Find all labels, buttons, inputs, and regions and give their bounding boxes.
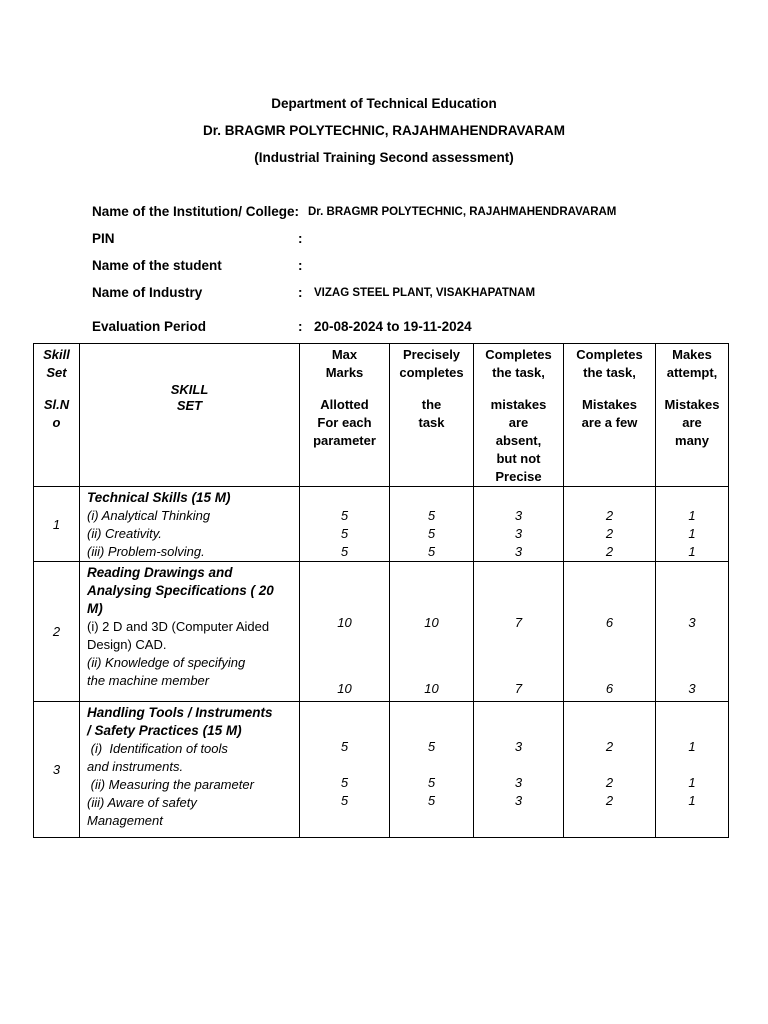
skill-heading: M): [87, 601, 103, 616]
mistakes-few-cell: 6 6: [564, 562, 656, 702]
skill-item: (i) 2 D and 3D (Computer Aided: [87, 619, 270, 634]
precise-cell: 10 10: [390, 562, 474, 702]
row-number: 3: [34, 702, 80, 838]
industry-value: VIZAG STEEL PLANT, VISAKHAPATNAM: [314, 287, 536, 299]
mistakes-many-cell: 1 1 1: [656, 702, 729, 838]
header-mistakes-absent: Completes the task, mistakes are absent, but not Precise: [474, 344, 564, 487]
institution-label: Name of the Institution/ College:: [92, 204, 300, 219]
precise-cell: 5 5 5: [390, 702, 474, 838]
max-marks-cell: 10 10: [300, 562, 390, 702]
pin-colon: :: [298, 231, 303, 246]
pin-label: PIN: [92, 231, 115, 246]
mistakes-absent-cell: 3 3 3: [474, 487, 564, 562]
skill-item: (i) Identification of tools: [87, 741, 228, 756]
header-mistakes-few: Completes the task, Mistakes are a few: [564, 344, 656, 487]
max-marks-cell: 5 5 5: [300, 487, 390, 562]
header-slno: Skill Set Sl.N o: [34, 344, 80, 487]
mistakes-many-cell: 1 1 1: [656, 487, 729, 562]
table-row: [34, 562, 729, 702]
college-title: Dr. BRAGMR POLYTECHNIC, RAJAHMAHENDRAVARAM: [202, 123, 565, 138]
evaluation-period-value: 20-08-2024 to 19-11-2024: [314, 319, 472, 334]
mistakes-absent-cell: 7 7: [474, 562, 564, 702]
evaluation-period-label: Evaluation Period: [92, 319, 207, 334]
row-number: 2: [34, 562, 80, 702]
industry-label: Name of Industry: [92, 285, 203, 300]
table-row: [34, 702, 729, 838]
max-marks-cell: 5 5 5: [300, 702, 390, 838]
skill-item: and instruments.: [87, 759, 184, 774]
skill-item: (ii) Measuring the parameter: [87, 777, 254, 792]
skill-item: the machine member: [87, 673, 210, 688]
row-number: 1: [34, 487, 80, 562]
skill-heading: / Safety Practices (15 M): [87, 723, 242, 738]
skill-cell: [80, 702, 300, 838]
header-skill-set: SKILL SET: [80, 344, 300, 487]
skill-item: (ii) Knowledge of specifying: [87, 655, 246, 670]
table-row: [34, 487, 729, 562]
skill-heading: Analysing Specifications ( 20: [87, 583, 274, 598]
evaluation-period-colon: :: [298, 319, 303, 334]
industry-colon: :: [298, 285, 303, 300]
header-max-marks: Max Marks Allotted For each parameter: [300, 344, 390, 487]
mistakes-few-cell: 2 2 2: [564, 702, 656, 838]
skill-heading: Handling Tools / Instruments: [87, 705, 273, 720]
header-mistakes-many: Makes attempt, Mistakes are many: [656, 344, 729, 487]
table-header-row: [34, 344, 729, 487]
skill-item: (iii) Problem-solving.: [87, 544, 205, 559]
header-precisely-completes: Precisely completes the task: [390, 344, 474, 487]
skill-cell: [80, 562, 300, 702]
institution-value: Dr. BRAGMR POLYTECHNIC, RAJAHMAHENDRAVARAM: [308, 206, 617, 218]
skill-item: (ii) Creativity.: [87, 526, 162, 541]
skill-heading: Technical Skills (15 M): [87, 490, 231, 505]
mistakes-absent-cell: 3 3 3: [474, 702, 564, 838]
mistakes-many-cell: 3 3: [656, 562, 729, 702]
skill-item: (i) Analytical Thinking: [87, 508, 211, 523]
precise-cell: 5 5 5: [390, 487, 474, 562]
skill-item: (iii) Aware of safety: [87, 795, 197, 810]
assessment-table: [33, 343, 729, 838]
skill-item: Management: [87, 813, 163, 828]
skill-heading: Reading Drawings and: [87, 565, 233, 580]
mistakes-few-cell: 2 2 2: [564, 487, 656, 562]
department-title: Department of Technical Education: [271, 96, 497, 111]
assessment-title: (Industrial Training Second assessment): [254, 150, 514, 165]
student-colon: :: [298, 258, 303, 273]
skill-item: Design) CAD.: [87, 637, 167, 652]
student-name-label: Name of the student: [92, 258, 222, 273]
skill-cell: [80, 487, 300, 562]
